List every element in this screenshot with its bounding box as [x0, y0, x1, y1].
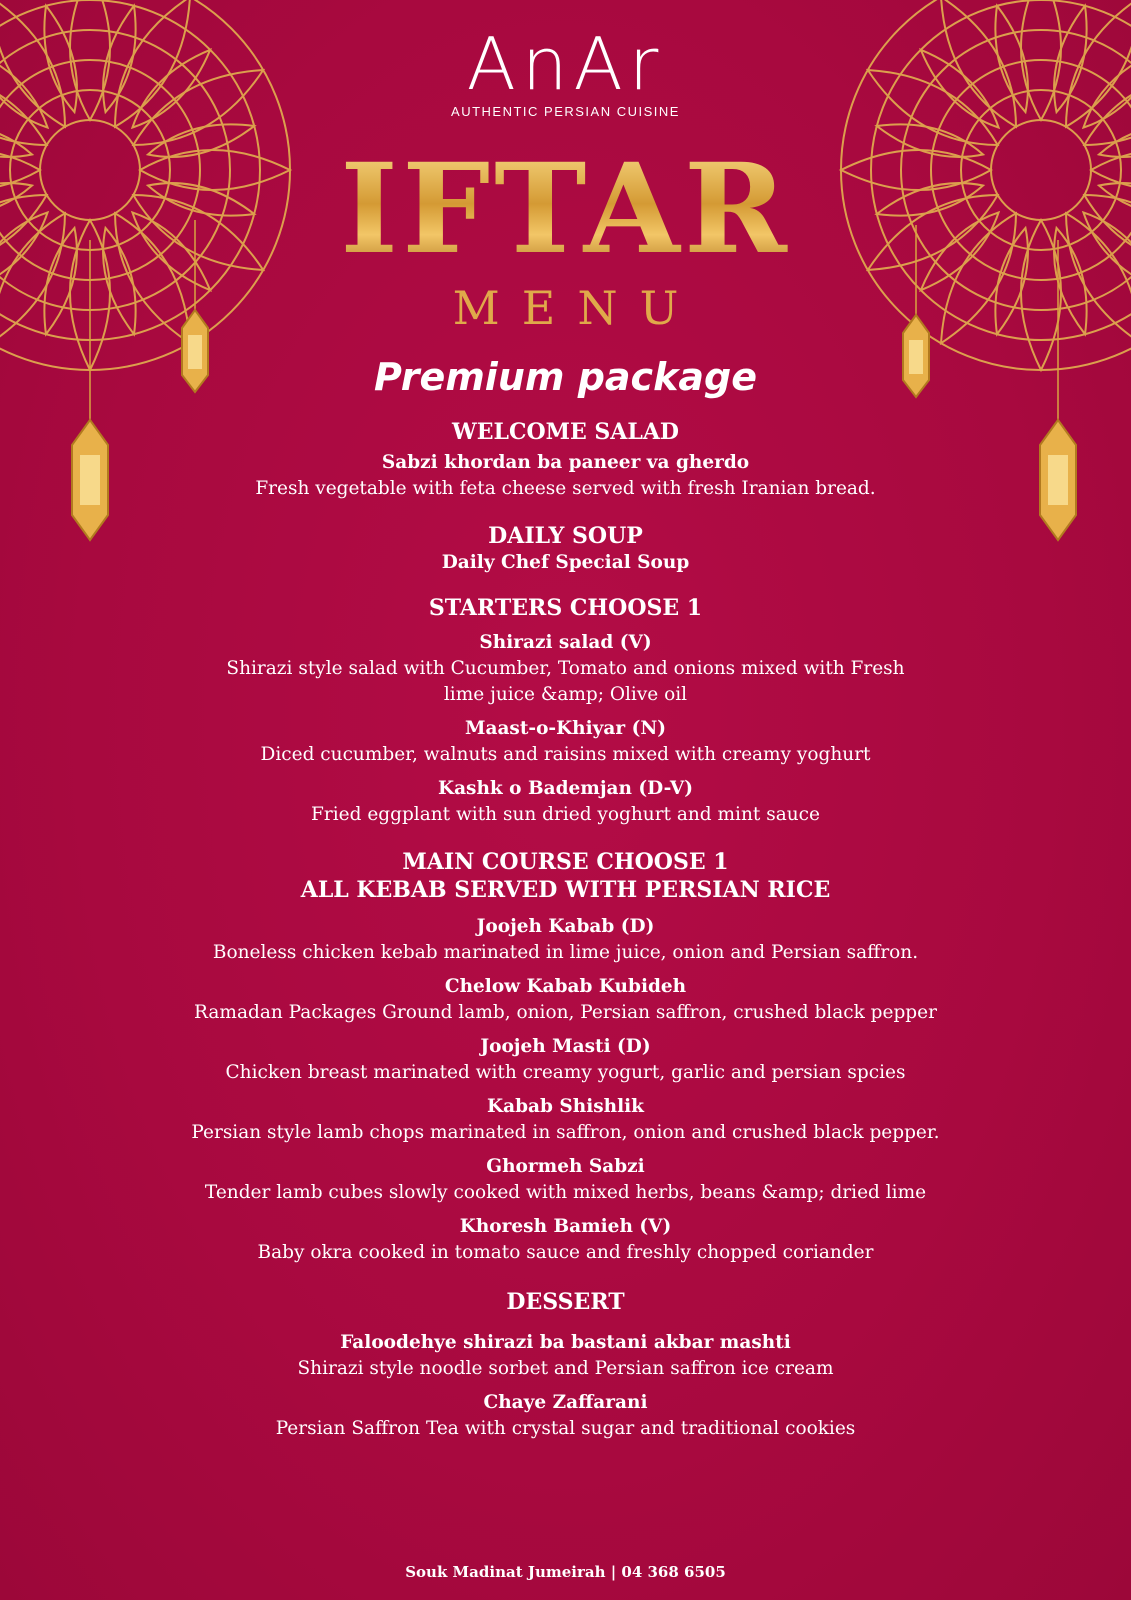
- item-desc: Persian Saffron Tea with crystal sugar and traditional cookies: [275, 1418, 856, 1439]
- page-subtitle: MENU: [452, 281, 701, 335]
- item-desc: Persian style lamb chops marinated in saffron, onion and crushed black pepper.: [191, 1122, 940, 1143]
- page-title: IFTAR: [0, 148, 1131, 272]
- item-desc: Chicken breast marinated with creamy yogurt, garlic and persian spcies: [225, 1062, 906, 1083]
- item-name: Joojeh Masti (D): [480, 1036, 651, 1057]
- item-name: Daily Chef Special Soup: [441, 552, 690, 573]
- menu-content: [100, 418, 1031, 1442]
- item-name: Shirazi salad (V): [479, 632, 652, 653]
- item-name: Kabab Shishlik: [487, 1096, 644, 1117]
- item-desc: Tender lamb cubes slowly cooked with mixed herbs, beans &amp; dried lime: [204, 1182, 927, 1203]
- item-desc: Ramadan Packages Ground lamb, onion, Persian saffron, crushed black pepper: [194, 1002, 937, 1023]
- brand-logo: [0, 22, 1131, 119]
- item-desc: lime juice &amp; Olive oil: [443, 684, 688, 705]
- item-name: Ghormeh Sabzi: [486, 1156, 645, 1177]
- brand-tagline: AUTHENTIC PERSIAN CUISINE: [451, 104, 680, 119]
- item-desc: Baby okra cooked in tomato sauce and freshly chopped coriander: [257, 1242, 874, 1263]
- item-name: Joojeh Kabab (D): [476, 916, 655, 937]
- section-heading: WELCOME SALAD: [452, 419, 679, 445]
- footer-contact: Souk Madinat Jumeirah | 04 368 6505: [405, 1563, 726, 1581]
- item-name: Sabzi khordan ba paneer va gherdo: [381, 452, 750, 473]
- item-desc: Shirazi style salad with Cucumber, Tomato and onions mixed with Fresh: [226, 658, 905, 679]
- brand-name: AnAr: [466, 22, 665, 106]
- item-name: Chelow Kabab Kubideh: [444, 976, 687, 997]
- item-desc: Shirazi style noodle sorbet and Persian saffron ice cream: [297, 1358, 834, 1379]
- item-name: Kashk o Bademjan (D-V): [437, 778, 694, 799]
- item-desc: Fried eggplant with sun dried yoghurt and mint sauce: [311, 804, 820, 825]
- package-title: Premium package: [374, 355, 757, 399]
- item-name: Khoresh Bamieh (V): [459, 1216, 672, 1237]
- item-name: Faloodehye shirazi ba bastani akbar mashti: [340, 1332, 791, 1353]
- section-heading: DAILY SOUP: [488, 523, 643, 549]
- section-heading: STARTERS CHOOSE 1: [428, 595, 703, 621]
- item-desc: Boneless chicken kebab marinated in lime juice, onion and Persian saffron.: [212, 942, 919, 963]
- item-name: Maast-o-Khiyar (N): [464, 718, 666, 739]
- section-heading: MAIN COURSE CHOOSE 1: [402, 849, 729, 875]
- item-desc: Diced cucumber, walnuts and raisins mixed with creamy yoghurt: [260, 744, 871, 765]
- section-heading: DESSERT: [506, 1289, 625, 1315]
- item-name: Chaye Zaffarani: [483, 1392, 648, 1413]
- item-desc: Fresh vegetable with feta cheese served with fresh Iranian bread.: [255, 478, 876, 499]
- section-heading: ALL KEBAB SERVED WITH PERSIAN RICE: [300, 877, 831, 903]
